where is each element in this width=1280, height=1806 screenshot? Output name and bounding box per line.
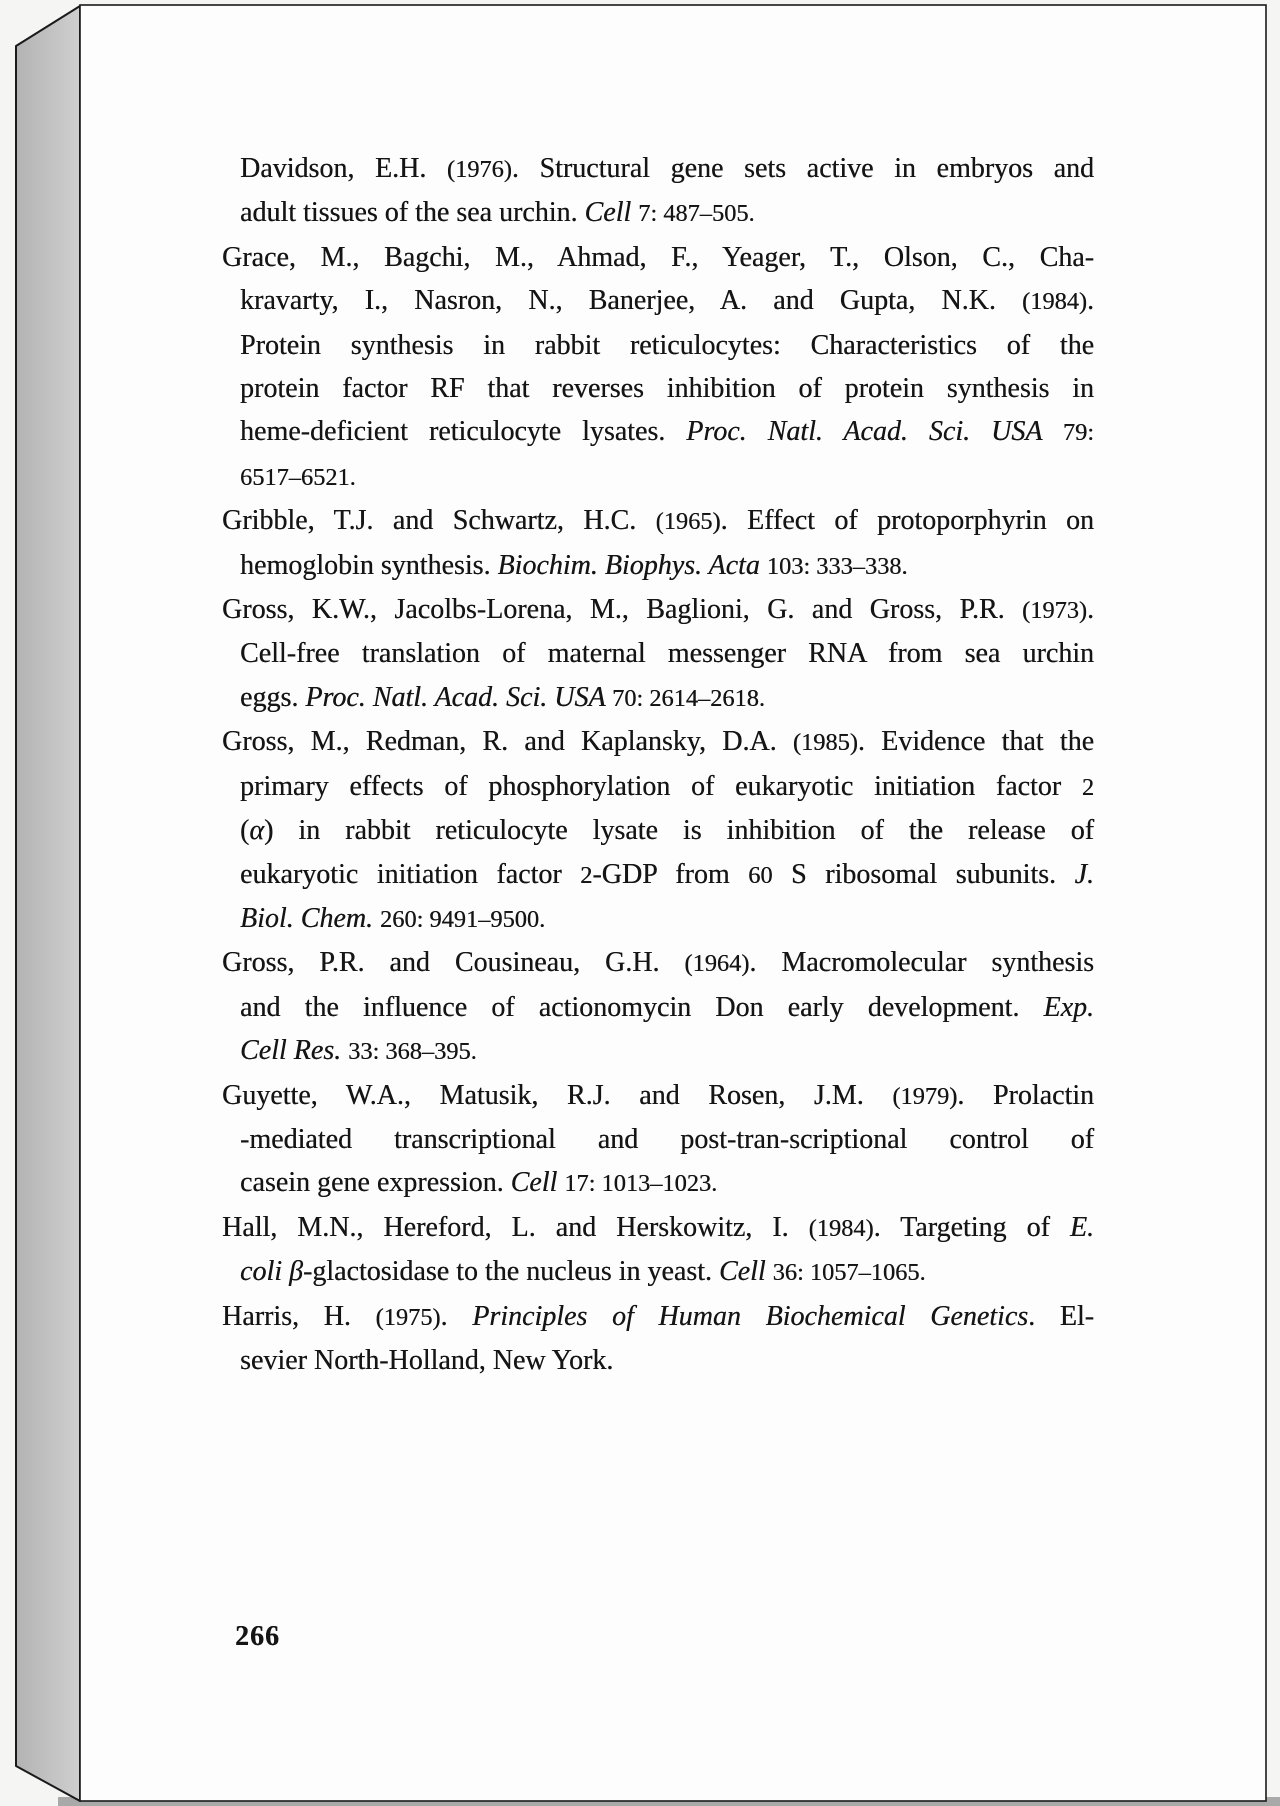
- text-segment: Cell: [718, 1256, 773, 1288]
- text-segment: . Prolactin: [957, 1079, 1095, 1111]
- reference-line: [80, 809, 1266, 852]
- reference-line: [80, 1118, 1266, 1161]
- text-segment: . Targeting of: [873, 1211, 1070, 1243]
- text-segment: Proc. Natl. Acad. Sci. USA: [686, 416, 1063, 448]
- text-segment: (1973): [1022, 597, 1087, 625]
- text-segment: (1985): [792, 729, 858, 757]
- reference-line: [80, 1029, 1266, 1073]
- text-segment: 260: 9491–9500.: [380, 905, 546, 933]
- text-segment: (1984): [808, 1214, 874, 1242]
- text-segment: . Effect of protoporphyrin on: [720, 505, 1094, 537]
- text-segment: (: [240, 815, 250, 847]
- page-content: [80, 5, 1266, 1801]
- text-segment: Gross, P.R. and Cousineau, G.H.: [222, 947, 685, 979]
- text-segment: coli β: [240, 1256, 303, 1288]
- reference-line: [80, 191, 1266, 235]
- reference-line: [80, 1339, 1266, 1382]
- text-segment: . Evidence that the: [857, 726, 1094, 758]
- text-segment: E.: [1069, 1211, 1094, 1243]
- text-segment: kravarty, I., Nasron, N., Banerjee, A. and Gupta, N.K.: [240, 285, 1023, 317]
- text-segment: 2: [580, 861, 593, 889]
- text-segment: Cell-free translation of maternal messenger RNA from sea urchin: [240, 638, 1094, 670]
- reference-line: [80, 765, 1266, 809]
- text-segment: heme-deficient reticulocyte lysates.: [240, 416, 687, 448]
- reference-line: [80, 588, 1266, 632]
- text-segment: eggs.: [240, 681, 306, 713]
- references-list: [80, 147, 1266, 1382]
- text-segment: ) in rabbit reticulocyte lysate is inhibition of the release of: [264, 815, 1094, 847]
- text-segment: casein gene expression.: [240, 1167, 511, 1199]
- text-segment: Gribble, T.J. and Schwartz, H.C.: [222, 505, 656, 537]
- text-segment: eukaryotic initiation factor: [240, 858, 581, 890]
- text-segment: 103: 333–338.: [766, 552, 908, 580]
- text-segment: . Structural gene sets active in embryos and: [511, 153, 1094, 184]
- text-segment: (1979): [892, 1082, 958, 1110]
- text-segment: Principles of Human Biochemical Genetics: [472, 1300, 1029, 1332]
- text-segment: Cell: [584, 197, 639, 229]
- text-segment: Exp.: [1043, 991, 1094, 1023]
- text-segment: Biochim. Biophys. Acta: [497, 549, 767, 581]
- reference-line: [80, 632, 1266, 675]
- reference-line: [80, 324, 1266, 367]
- text-segment: (1984): [1022, 288, 1087, 316]
- text-segment: (1976): [446, 156, 512, 183]
- text-segment: Protein synthesis in rabbit reticulocytes: Characteristics of the: [240, 329, 1094, 361]
- text-segment: Gross, K.W., Jacolbs-Lorena, M., Baglioni, G. and Gross, P.R.: [222, 594, 1023, 626]
- text-segment: S ribosomal subunits.: [772, 858, 1075, 890]
- text-segment: . El-: [1028, 1300, 1094, 1332]
- text-segment: Grace, M., Bagchi, M., Ahmad, F., Yeager, T., Olson, C., Cha-: [222, 241, 1094, 273]
- text-segment: .: [1087, 285, 1094, 317]
- text-segment: 6517–6521.: [240, 463, 356, 491]
- reference-line: [80, 941, 1266, 985]
- reference-line: [80, 1074, 1266, 1118]
- reference-line: [80, 1295, 1266, 1339]
- text-segment: 17: 1013–1023.: [564, 1170, 718, 1198]
- reference-line: [80, 853, 1266, 897]
- reference-line: [80, 499, 1266, 543]
- text-segment: Biol. Chem.: [240, 902, 380, 934]
- text-segment: .: [1087, 594, 1094, 626]
- reference-line: [80, 986, 1266, 1029]
- reference-line: [80, 897, 1266, 941]
- text-segment: Cell: [510, 1167, 565, 1199]
- text-segment: 60: [748, 861, 773, 889]
- text-segment: primary effects of phosphorylation of eukaryotic initiation factor: [240, 770, 1082, 802]
- text-segment: Harris, H.: [222, 1300, 376, 1332]
- text-segment: (1975): [375, 1303, 441, 1331]
- text-segment: Proc. Natl. Acad. Sci. USA: [305, 681, 613, 713]
- text-segment: 7: 487–505.: [638, 200, 755, 228]
- text-segment: 2: [1081, 773, 1094, 801]
- text-segment: 33: 368–395.: [348, 1038, 477, 1066]
- reference-line: [80, 720, 1266, 764]
- text-segment: . Macromolecular synthesis: [749, 947, 1094, 979]
- reference-line: [80, 279, 1266, 323]
- text-segment: α: [249, 815, 265, 847]
- reference-line: [80, 544, 1266, 588]
- text-segment: adult tissues of the sea urchin.: [240, 197, 585, 229]
- text-segment: -GDP from: [592, 858, 749, 890]
- text-segment: Cell Res.: [240, 1035, 349, 1067]
- text-segment: 70: 2614–2618.: [612, 684, 765, 712]
- text-segment: hemoglobin synthesis.: [240, 549, 498, 581]
- reference-line: [80, 236, 1266, 279]
- text-segment: 36: 1057–1065.: [772, 1259, 926, 1287]
- reference-line: [80, 367, 1266, 410]
- text-segment: .: [440, 1300, 473, 1332]
- text-segment: sevier North-Holland, New York.: [240, 1344, 614, 1376]
- reference-line: [80, 1206, 1266, 1250]
- text-segment: -mediated transcriptional and post-tran-scriptional control of: [240, 1123, 1094, 1155]
- text-segment: Guyette, W.A., Matusik, R.J. and Rosen, J.M.: [222, 1079, 893, 1111]
- reference-line: [80, 676, 1266, 720]
- reference-line: [80, 1161, 1266, 1205]
- text-segment: protein factor RF that reverses inhibition of protein synthesis in: [240, 373, 1094, 405]
- reference-line: [80, 455, 1266, 499]
- text-segment: Hall, M.N., Hereford, L. and Herskowitz, I.: [222, 1211, 809, 1243]
- text-segment: Davidson, E.H.: [240, 153, 447, 184]
- text-segment: Gross, M., Redman, R. and Kaplansky, D.A.: [222, 726, 793, 758]
- reference-line: [80, 410, 1266, 454]
- text-segment: and the influence of actionomycin Don early development.: [240, 991, 1044, 1023]
- book-spine-edge: [16, 6, 80, 1801]
- text-segment: (1965): [655, 508, 721, 536]
- page-number: 266: [235, 1621, 280, 1652]
- reference-line: [80, 147, 1266, 191]
- reference-line: [80, 1250, 1266, 1294]
- text-segment: (1964): [684, 950, 750, 978]
- text-segment: J.: [1074, 858, 1094, 890]
- text-segment: -glactosidase to the nucleus in yeast.: [302, 1256, 719, 1288]
- text-segment: 79:: [1062, 419, 1094, 447]
